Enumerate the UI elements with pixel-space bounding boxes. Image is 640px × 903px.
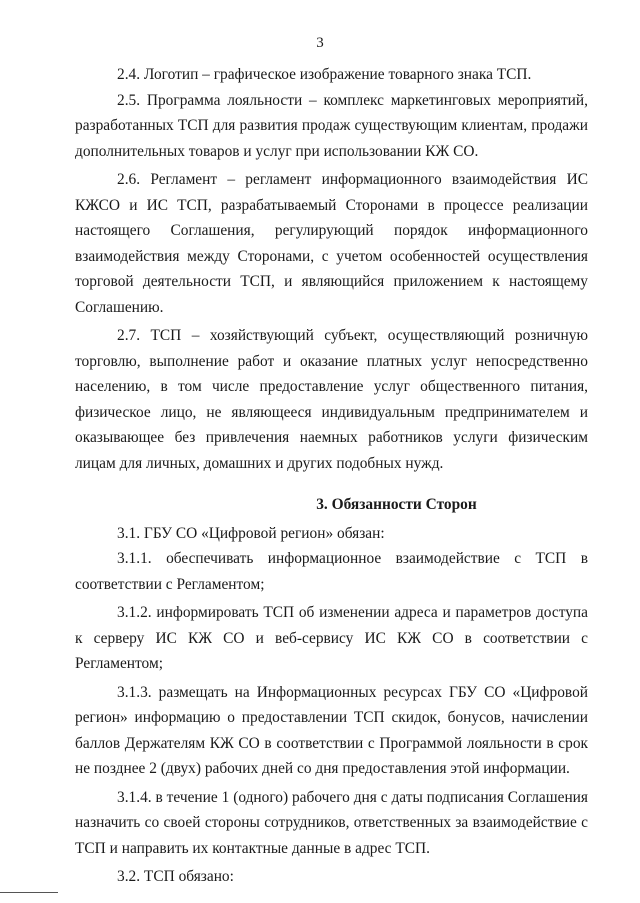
section-heading: 3. Обязанности Сторон [316,496,477,513]
paragraph-3-2: 3.2. ТСП обязано: [117,868,234,885]
scan-edge-line [0,892,58,893]
paragraph-3-1-1: 3.1.1. обеспечивать информационное взаимодействие с ТСП в соответствии с Регламентом; [75,550,588,593]
page-number: 3 [316,35,324,51]
document-body [75,62,588,893]
paragraph-3-1-2: 3.1.2. информировать ТСП об изменении адреса и параметров доступа к серверу ИС КЖ СО и веб-сервису ИС КЖ СО в соответствии с Регламентом; [75,604,588,672]
paragraph-2-6: 2.6. Регламент – регламент информационного взаимодействия ИС КЖСО и ИС ТСП, разрабатываемый Сторонами в процессе реализации настоящего Соглашения, регулирующий порядок информационного взаимодействия между Сторонами, с учетом особенностей осуществления торговой деятельности ТСП, и являющийся приложением к настоящему Соглашению. [75,171,588,316]
paragraph-3-1-4: 3.1.4. в течение 1 (одного) рабочего дня с даты подписания Соглашения назначить со своей стороны сотрудников, ответственных за взаимодействие с ТСП и направить их контактные данные в адрес ТСП. [75,788,588,857]
paragraph-2-5: 2.5. Программа лояльности – комплекс маркетинговых мероприятий, разработанных ТСП для развития продаж существующим клиентам, продажи дополнительных товаров и услуг при использовании КЖ СО. [75,91,588,160]
paragraph-3-1: 3.1. ГБУ СО «Цифровой регион» обязан: [117,524,385,542]
paragraph-3-1-3: 3.1.3. размещать на Информационных ресурсах ГБУ СО «Цифровой регион» информацию о предоставлении ТСП скидок, бонусов, начислении баллов Держателям КЖ СО в соответствии с Программой лояльности в срок не позднее 2 (двух) рабочих дней со дня предоставления этой информации. [75,683,588,777]
paragraph-2-4: 2.4. Логотип – графическое изображение товарного знака ТСП. [117,66,532,83]
paragraph-2-7: 2.7. ТСП – хозяйствующий субъект, осуществляющий розничную торговлю, выполнение работ и оказание платных услуг непосредственно населению, в том числе предоставление услуг общественного питания, физическое лицо, не являющееся индивидуальным предпринимателем и оказывающее без привлечения наемных работников услуги физическим лицам для личных, домашних и других подобных нужд. [75,327,588,472]
